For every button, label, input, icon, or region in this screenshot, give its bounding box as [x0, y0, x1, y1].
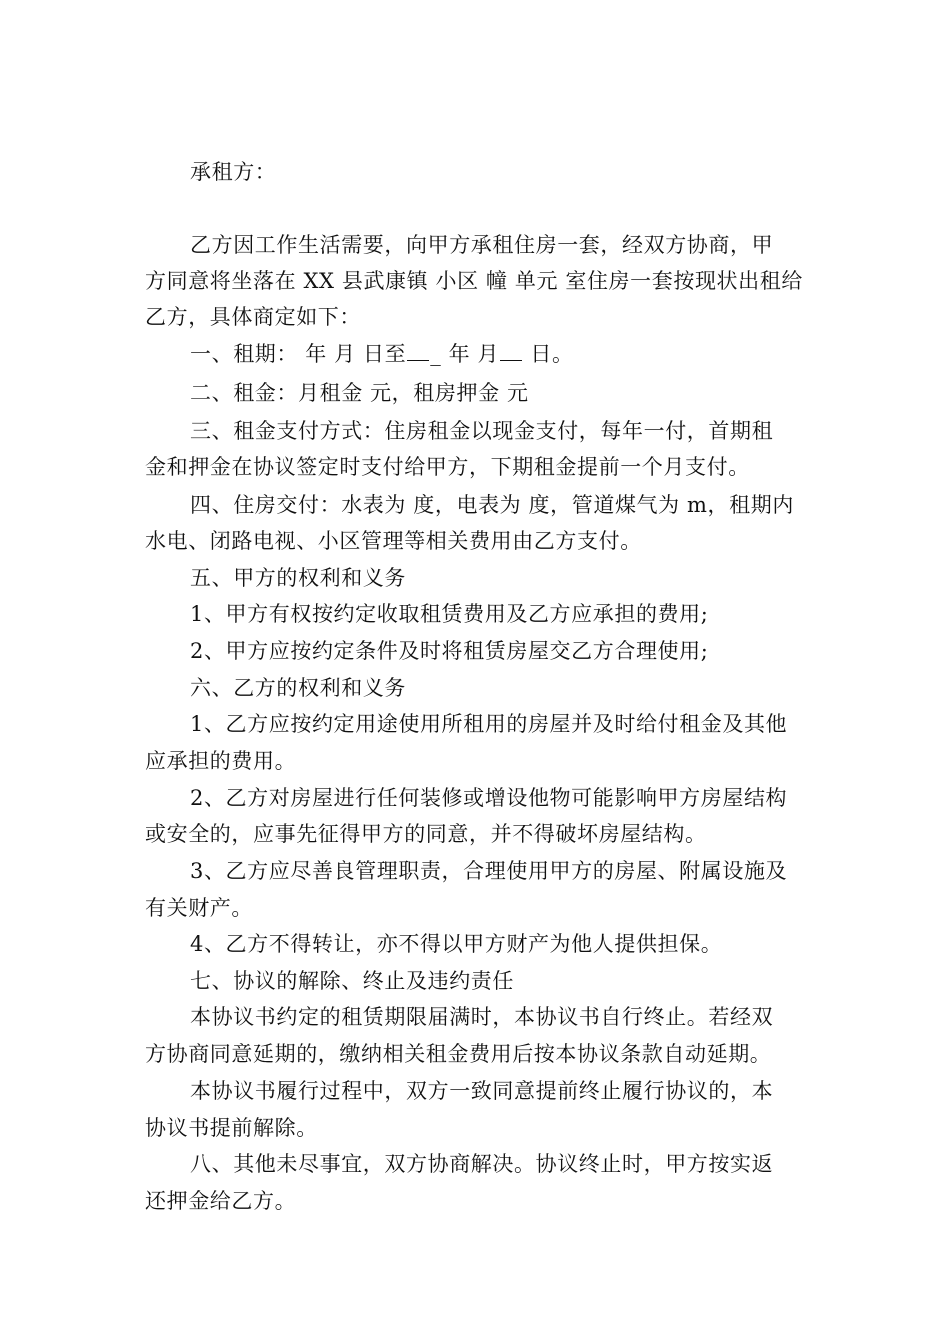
payment-line-2: 金和押金在协议签定时支付给甲方，下期租金提前一个月支付。 [145, 455, 750, 479]
termination-2-line-1: 本协议书履行过程中，双方一致同意提前终止履行协议的，本 [190, 1079, 774, 1103]
termination-1-line-2: 方协商同意延期的，缴纳相关租金费用后按本协议条款自动延期。 [145, 1042, 772, 1066]
payment-line-1: 三、租金支付方式：住房租金以现金支付，每年一付，首期租 [190, 419, 774, 443]
term-blank-2 [500, 342, 522, 361]
party-b-heading: 六、乙方的权利和义务 [190, 676, 406, 700]
party-b-item-3-line-2: 有关财产。 [145, 896, 253, 920]
party-b-item-4: 4、乙方不得转让，亦不得以甲方财产为他人提供担保。 [190, 932, 723, 956]
termination-1-line-1: 本协议书约定的租赁期限届满时，本协议书自行终止。若经双 [190, 1005, 774, 1029]
party-a-heading: 五、甲方的权利和义务 [190, 566, 406, 590]
lessee-label: 承租方： [190, 160, 277, 184]
term-blank-1 [407, 342, 429, 361]
term-clause [190, 339, 574, 369]
term-text-end: 日。 [523, 342, 574, 366]
term-text-month: 年 月 [441, 342, 500, 366]
party-a-item-1: 1、甲方有权按约定收取租赁费用及乙方应承担的费用; [190, 602, 709, 626]
party-b-item-2-line-2: 或安全的，应事先征得甲方的同意，并不得破坏房屋结构。 [145, 822, 707, 846]
party-b-item-2-line-1: 2、乙方对房屋进行任何装修或增设他物可能影响甲方房屋结构 [190, 786, 788, 810]
intro-line-3: 乙方，具体商定如下： [145, 305, 361, 329]
party-b-item-1-line-1: 1、乙方应按约定用途使用所租用的房屋并及时给付租金及其他 [190, 712, 788, 736]
delivery-line-2: 水电、闭路电视、小区管理等相关费用由乙方支付。 [145, 529, 642, 553]
term-text-gap: _ [430, 342, 442, 366]
party-a-item-2: 2、甲方应按约定条件及时将租赁房屋交乙方合理使用; [190, 639, 709, 663]
intro-line-1: 乙方因工作生活需要，向甲方承租住房一套，经双方协商，甲 [190, 233, 774, 257]
party-b-item-1-line-2: 应承担的费用。 [145, 749, 297, 773]
other-line-1: 八、其他未尽事宜，双方协商解决。协议终止时，甲方按实返 [190, 1152, 774, 1176]
intro-line-2: 方同意将坐落在 XX 县武康镇 小区 幢 单元 室住房一套按现状出租给 [145, 269, 803, 293]
termination-heading: 七、协议的解除、终止及违约责任 [190, 969, 514, 993]
term-text-start: 一、租期： 年 月 日至 [190, 342, 407, 366]
termination-2-line-2: 协议书提前解除。 [145, 1116, 318, 1140]
delivery-line-1: 四、住房交付：水表为 度，电表为 度，管道煤气为 m，租期内 [190, 493, 794, 517]
party-b-item-3-line-1: 3、乙方应尽善良管理职责，合理使用甲方的房屋、附属设施及 [190, 859, 788, 883]
rent-clause: 二、租金：月租金 元，租房押金 元 [190, 381, 529, 405]
other-line-2: 还押金给乙方。 [145, 1189, 297, 1213]
